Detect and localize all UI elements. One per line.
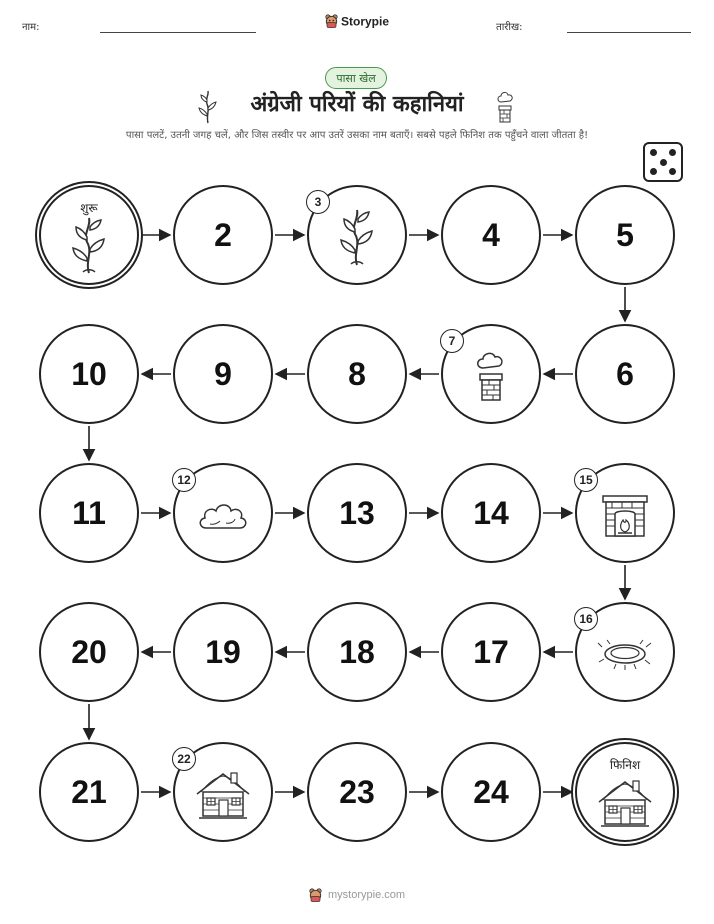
space-number: 19 (205, 633, 241, 670)
space-number-badge: 16 (574, 607, 598, 631)
space-number-badge: 3 (306, 190, 330, 214)
board-space-2 (173, 185, 273, 285)
board-space-24 (441, 742, 541, 842)
space-number: 10 (71, 355, 107, 392)
space-number: 17 (473, 633, 509, 670)
space-number: 18 (339, 633, 375, 670)
footer-url: mystorypie.com (328, 888, 406, 901)
board-space-8 (307, 324, 407, 424)
board-space-19 (173, 602, 273, 702)
space-number: 20 (71, 633, 107, 670)
space-number: 6 (616, 355, 634, 392)
instructions: पासा पलटें, उतनी जगह चलें, और जिस तस्वीर पर आप उतरें उसका नाम बताएँ। सबसे पहले फिनिश तक पहुँचने वाला जीतता है! (125, 130, 589, 141)
game-type-badge: पासा खेल (325, 67, 387, 89)
beanstalk-icon (67, 216, 111, 278)
board-space-4 (441, 185, 541, 285)
chimney-icon (471, 350, 511, 406)
finish-space (575, 742, 675, 842)
space-number-badge: 22 (172, 747, 196, 771)
space-number-badge: 15 (574, 468, 598, 492)
footer-bear-icon (309, 889, 328, 901)
board-space-18 (307, 602, 407, 702)
board-space-14 (441, 463, 541, 563)
pot-icon (596, 637, 654, 675)
board-space-21 (39, 742, 139, 842)
page-title: अंग्रेजी परियों की कहानियां (250, 92, 464, 117)
board-space-6 (575, 324, 675, 424)
cloud-icon (196, 498, 250, 536)
board-space-12 (173, 463, 273, 563)
board-space-11 (39, 463, 139, 563)
space-number: 11 (72, 494, 106, 531)
board-space-16 (575, 602, 675, 702)
board-space-9 (173, 324, 273, 424)
space-number: 23 (339, 773, 375, 810)
cottage-icon (595, 776, 655, 832)
board-space-3 (307, 185, 407, 285)
space-number: 14 (473, 494, 509, 531)
space-number: 4 (482, 216, 500, 253)
footer (0, 888, 714, 902)
board-space-13 (307, 463, 407, 563)
space-number-badge: 12 (172, 468, 196, 492)
board-space-15 (575, 463, 675, 563)
name-label: नाम: (22, 22, 40, 33)
board-space-7 (441, 324, 541, 424)
board-space-22 (173, 742, 273, 842)
space-number: 5 (616, 216, 634, 253)
space-number-badge: 7 (440, 329, 464, 353)
brand-name: Storypie (340, 14, 389, 29)
cottage-icon (193, 768, 253, 824)
start-label: शुरू (80, 201, 98, 215)
board-space-20 (39, 602, 139, 702)
finish-label: फिनिश (609, 758, 641, 772)
space-number: 13 (339, 494, 375, 531)
space-number: 9 (214, 355, 232, 392)
space-number: 24 (473, 773, 509, 810)
board-space-10 (39, 324, 139, 424)
space-number: 8 (348, 355, 366, 392)
date-label: तारीख: (496, 22, 523, 33)
board-space-23 (307, 742, 407, 842)
start-space (39, 185, 139, 285)
fireplace-icon (600, 492, 650, 542)
beanstalk-icon (335, 208, 379, 270)
space-number: 21 (71, 773, 107, 810)
space-number: 2 (214, 216, 232, 253)
board-space-17 (441, 602, 541, 702)
board-space-5 (575, 185, 675, 285)
